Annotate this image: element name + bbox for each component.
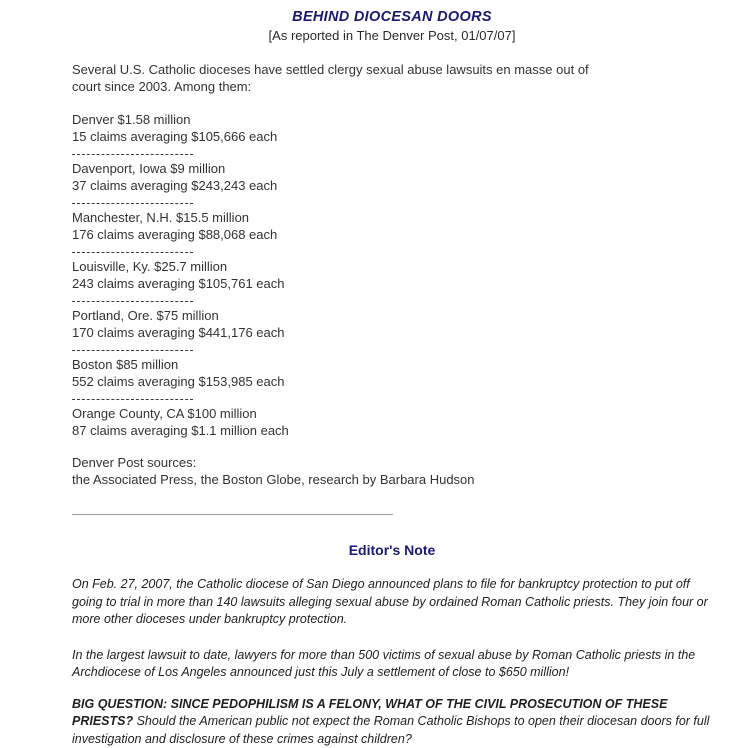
settlement-place: Portland, Ore. $75 million <box>72 308 712 325</box>
settlement-place: Boston $85 million <box>72 357 712 374</box>
settlement-claims: 15 claims averaging $105,666 each <box>72 129 712 146</box>
editors-note-paragraph-1: On Feb. 27, 2007, the Catholic diocese of San Diego announced plans to file for bankruptcy protection to put off going to trial in more than 140 lawsuits alleging sexual abuse by ordained Roman Catholic priests. They join four or more other dioceses under bankruptcy protection. <box>72 576 714 629</box>
list-item <box>72 112 712 145</box>
intro-paragraph: Several U.S. Catholic dioceses have settled clergy sexual abuse lawsuits en masse out of court since 2003. Among them: <box>72 61 612 95</box>
settlement-claims: 170 claims averaging $441,176 each <box>72 325 712 342</box>
list-item <box>72 259 712 292</box>
settlement-claims: 87 claims averaging $1.1 million each <box>72 423 712 440</box>
settlements-list <box>72 112 712 439</box>
horizontal-divider <box>72 514 393 515</box>
list-item <box>72 210 712 243</box>
list-item <box>72 406 712 439</box>
editors-note-paragraph-2: In the largest lawsuit to date, lawyers for more than 500 victims of sexual abuse by Roman Catholic priests in the Archdiocese of Los Angeles announced just this July a settlement of close to $650 million! <box>72 647 714 682</box>
list-item <box>72 308 712 341</box>
big-question-rest: Should the American public not expect the Roman Catholic Bishops to open their diocesan doors for full investigation and disclosure of these crimes against children? <box>72 714 709 746</box>
settlement-claims: 552 claims averaging $153,985 each <box>72 374 712 391</box>
sources-block <box>72 454 712 488</box>
page-subtitle: [As reported in The Denver Post, 01/07/07] <box>72 27 712 44</box>
settlement-place: Orange County, CA $100 million <box>72 406 712 423</box>
settlement-place: Denver $1.58 million <box>72 112 712 129</box>
sources-label: Denver Post sources: <box>72 454 712 471</box>
settlement-place: Manchester, N.H. $15.5 million <box>72 210 712 227</box>
sources-text: the Associated Press, the Boston Globe, research by Barbara Hudson <box>72 471 712 488</box>
page-title: BEHIND DIOCESAN DOORS <box>72 8 712 26</box>
editors-note-heading: Editor's Note <box>72 541 712 559</box>
document-page <box>72 0 712 748</box>
settlement-claims: 37 claims averaging $243,243 each <box>72 178 712 195</box>
list-item <box>72 161 712 194</box>
dashed-separator <box>72 301 193 302</box>
dashed-separator <box>72 252 193 253</box>
dashed-separator <box>72 350 193 351</box>
dashed-separator <box>72 203 193 204</box>
dashed-separator <box>72 154 193 155</box>
big-question-lead: BIG QUESTION: SINCE PEDOPHILISM IS A FELONY, WHAT OF THE CIVIL PROSECUTION OF THESE PRIESTS? <box>72 697 667 729</box>
dashed-separator <box>72 399 193 400</box>
settlement-claims: 176 claims averaging $88,068 each <box>72 227 712 244</box>
settlement-place: Louisville, Ky. $25.7 million <box>72 259 712 276</box>
editors-note-paragraph-3 <box>72 696 714 748</box>
settlement-place: Davenport, Iowa $9 million <box>72 161 712 178</box>
settlement-claims: 243 claims averaging $105,761 each <box>72 276 712 293</box>
list-item <box>72 357 712 390</box>
